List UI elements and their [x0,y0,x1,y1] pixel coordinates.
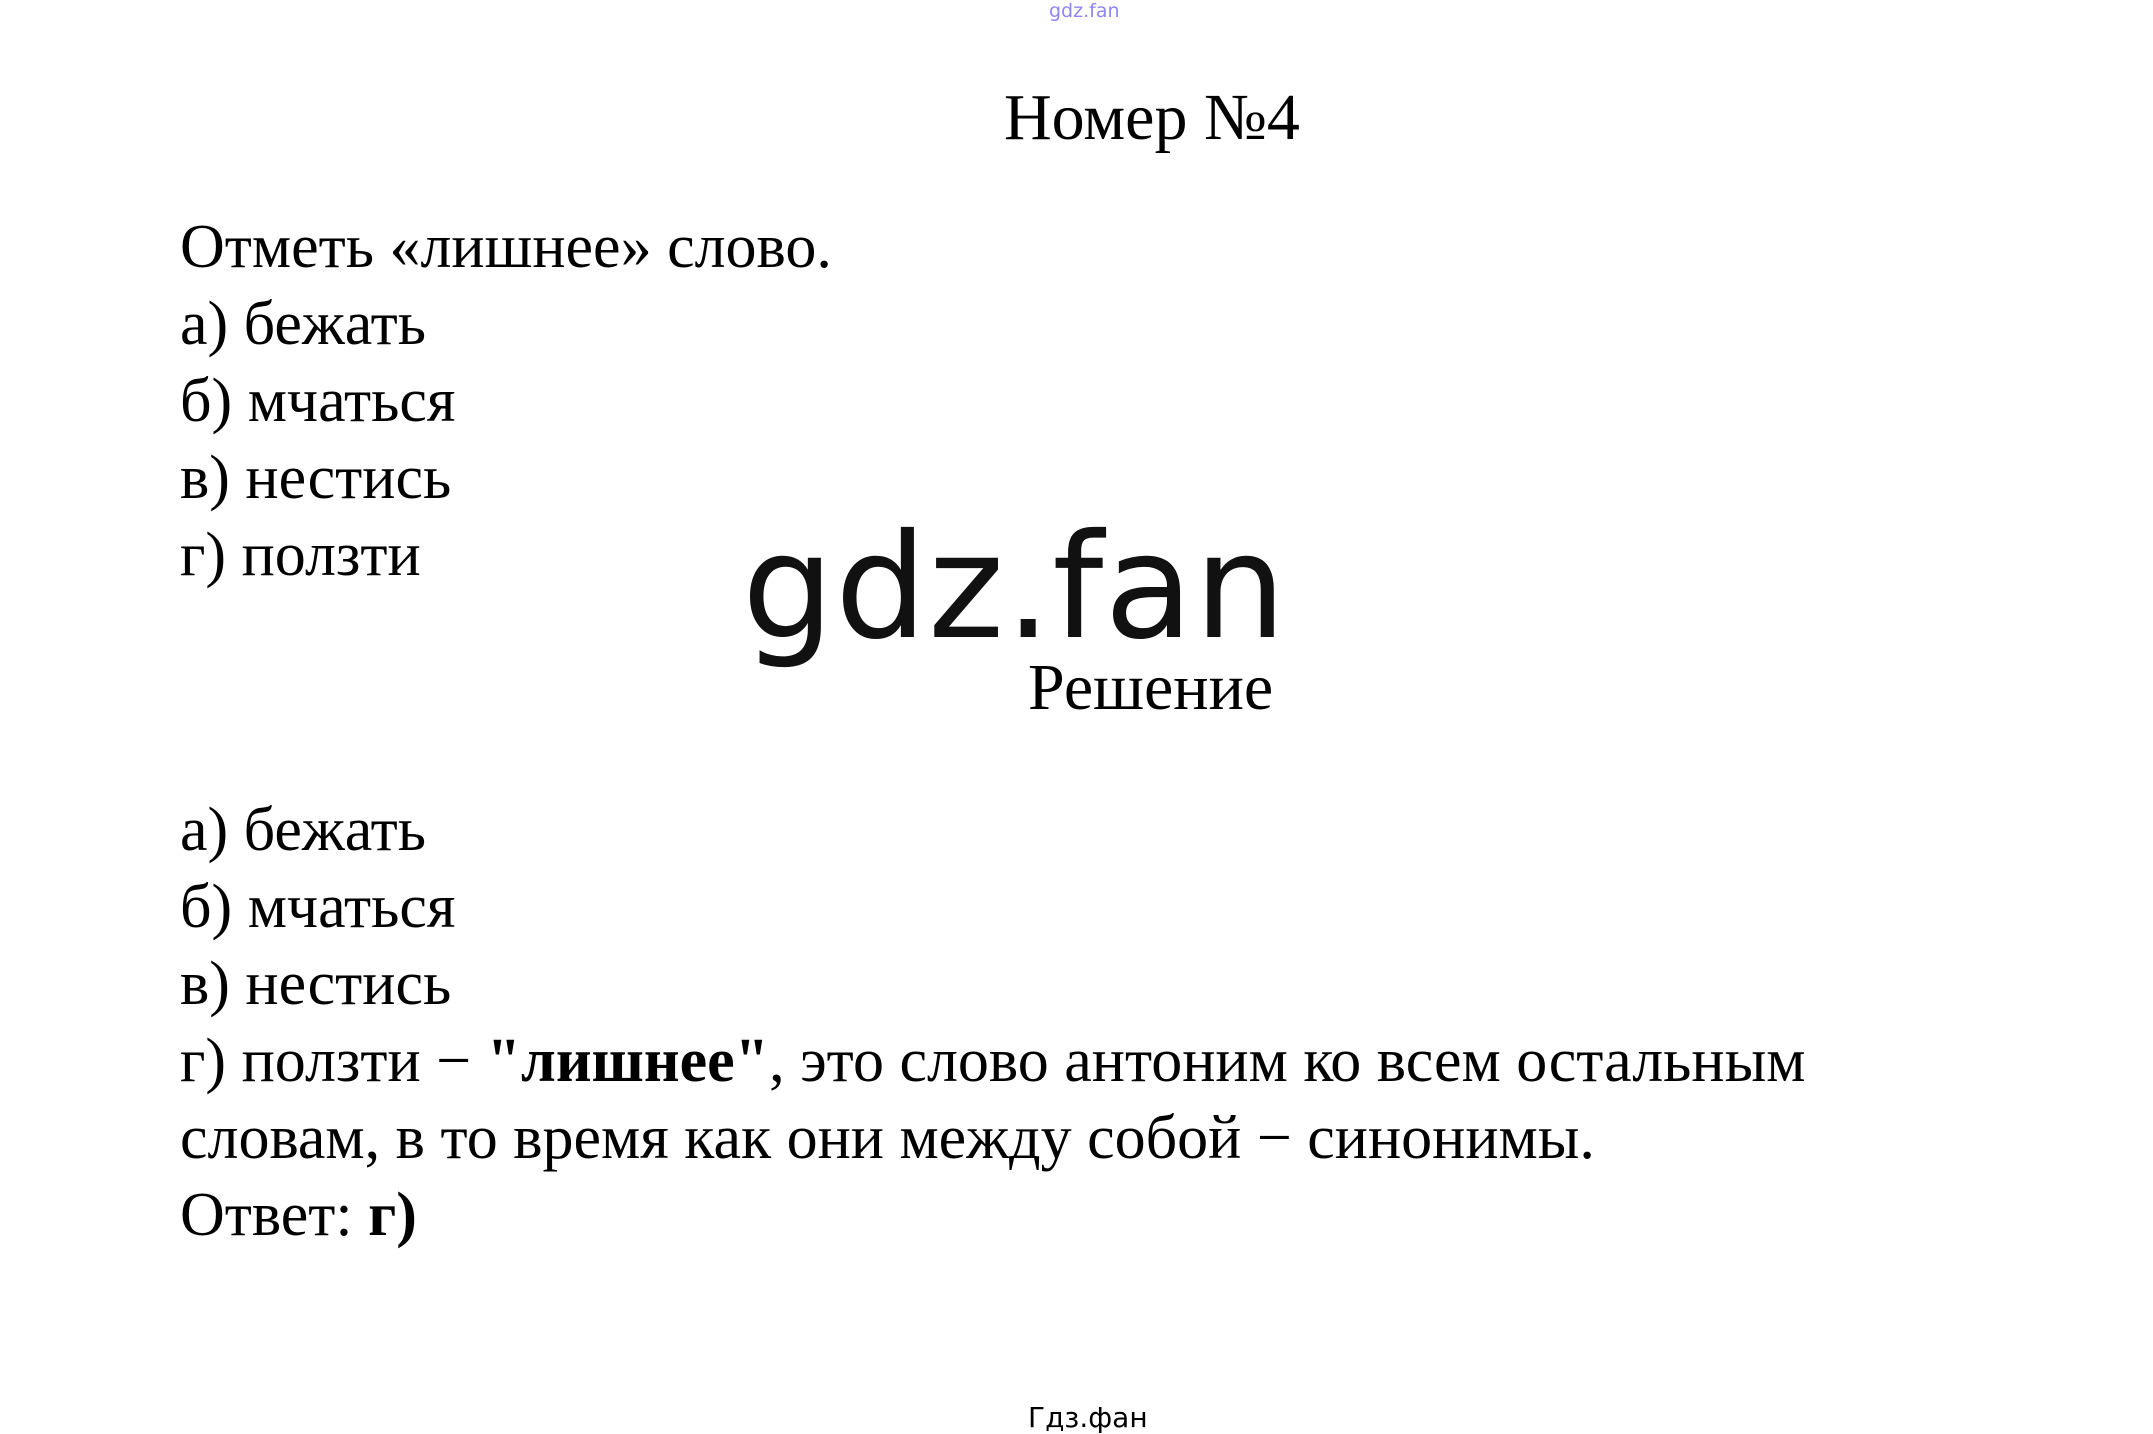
question-prompt: Отметь «лишнее» слово. [180,213,832,281]
question-option-a: а) бежать [180,290,427,358]
top-watermark: gdz.fan [1049,0,1120,22]
solution-explanation-continuation: словам, в то время как они между собой − синонимы. [180,1104,1595,1172]
bottom-watermark: Гдз.фан [1028,1401,1148,1434]
answer-label: Ответ: [180,1181,369,1249]
solution-option-d [180,1023,1806,1099]
solution-option-d-suffix: , это слово антоним ко всем остальным [769,1027,1806,1095]
question-option-c: в) нестись [180,444,452,512]
question-option-b: б) мчаться [180,367,456,435]
solution-option-b: б) мчаться [180,873,456,941]
solution-title: Решение [1028,651,1274,724]
solution-option-d-prefix: г) ползти − [180,1027,487,1095]
page-title: Номер №4 [1004,81,1300,154]
question-option-d: г) ползти [180,521,421,589]
solution-option-d-highlight: "лишнее" [486,1027,770,1095]
answer-value: г) [368,1181,417,1249]
solution-answer [180,1177,417,1253]
solution-option-c: в) нестись [180,950,452,1018]
solution-option-a: а) бежать [180,796,427,864]
center-logo-watermark: gdz.fan [742,503,1288,672]
